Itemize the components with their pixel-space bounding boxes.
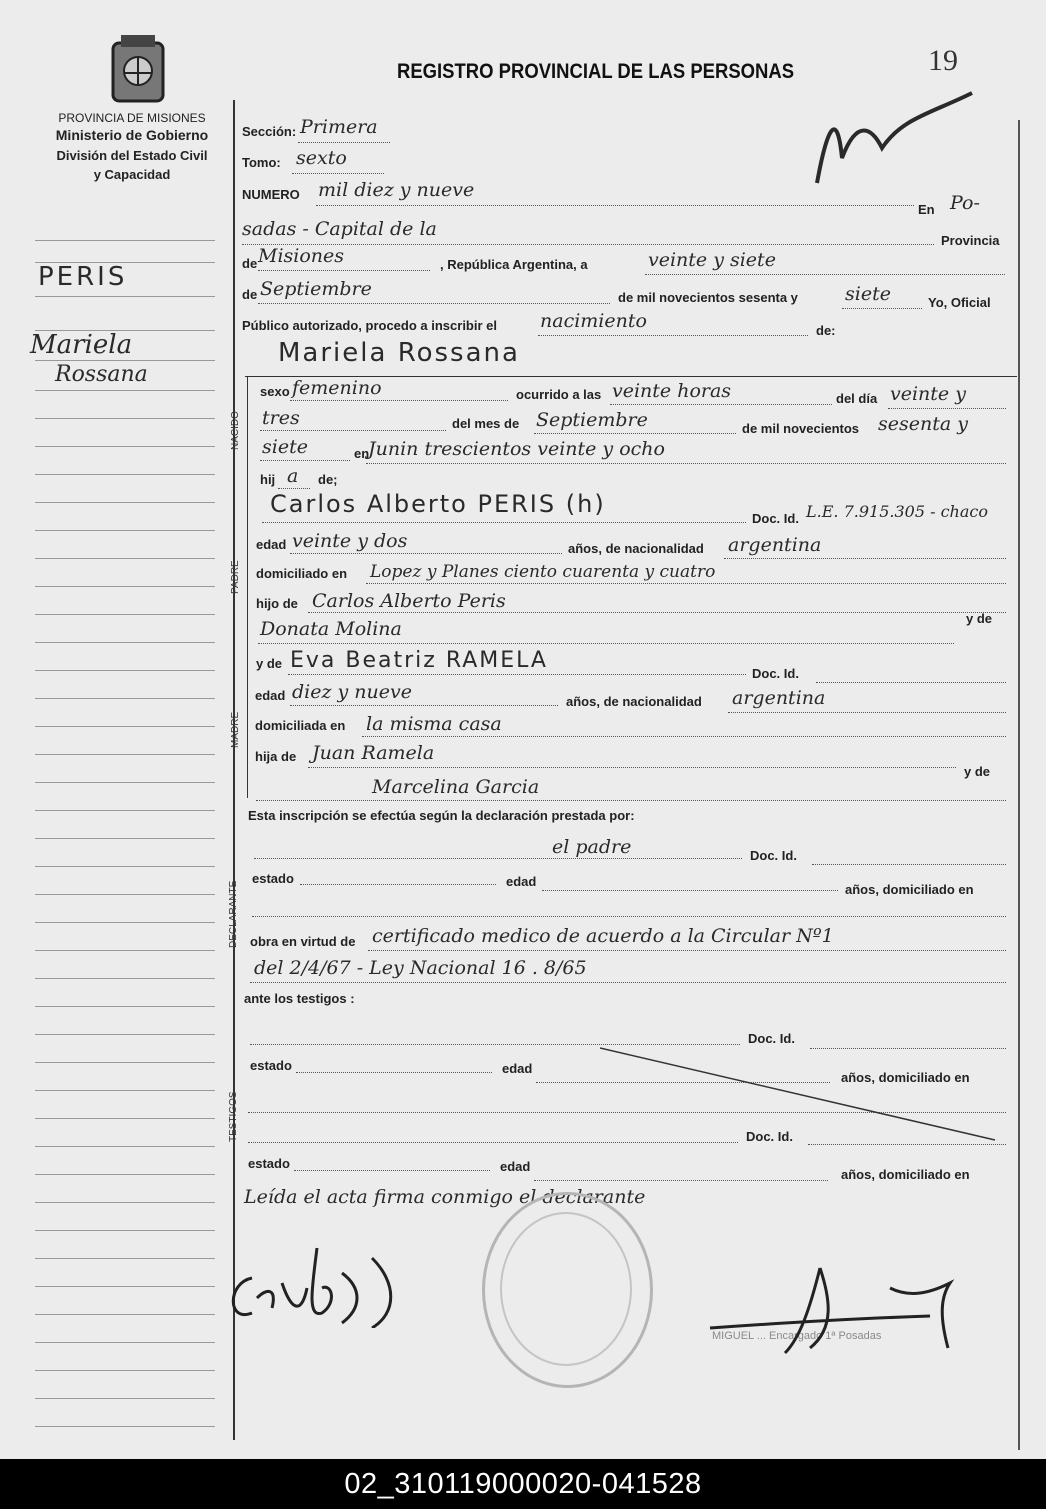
del-mes-label: del mes de bbox=[452, 416, 520, 431]
siete-value: siete bbox=[262, 436, 308, 458]
del-dia-label: del día bbox=[836, 391, 878, 406]
padre-edad-label: edad bbox=[256, 537, 287, 552]
city-line-value: sadas - Capital de la bbox=[242, 218, 437, 240]
margin-given-name-1: Mariela bbox=[30, 330, 133, 360]
declarante-estado-label: estado bbox=[252, 871, 294, 886]
madre-doc-label: Doc. Id. bbox=[752, 666, 799, 681]
tomo-label: Tomo: bbox=[242, 155, 281, 170]
image-id-footer: 02_310119000020-041528 bbox=[0, 1459, 1046, 1509]
province-label: PROVINCIA DE MISIONES bbox=[58, 111, 206, 125]
provincia-label: Provincia bbox=[941, 233, 1000, 248]
padre-domicilio-value: Lopez y Planes ciento cuarenta y cuatro bbox=[370, 562, 716, 582]
margin-given-name-2: Rossana bbox=[55, 362, 148, 387]
de-semicolon-label: de; bbox=[318, 472, 338, 487]
dia-value-2: tres bbox=[262, 407, 300, 429]
division-label: División del Estado Civil bbox=[56, 148, 208, 163]
side-label-declarante: DECLARANTE bbox=[228, 880, 239, 948]
testigo2-estado-label: estado bbox=[248, 1156, 290, 1171]
act-type-value: nacimiento bbox=[540, 310, 647, 332]
de-colon-label: de: bbox=[816, 323, 836, 338]
padre-nacionalidad-value: argentina bbox=[728, 534, 822, 556]
padre-y-de-label: y de bbox=[966, 611, 993, 626]
right-page-edge bbox=[1018, 120, 1020, 1450]
side-label-madre: MADRE bbox=[230, 711, 241, 748]
padre-doc-value: L.E. 7.915.305 - chaco bbox=[806, 502, 988, 521]
en-value: Po- bbox=[950, 192, 980, 214]
madre-edad-label: edad bbox=[255, 688, 286, 703]
leida-text: Leída el acta firma conmigo el declarante bbox=[244, 1186, 646, 1208]
declarant-signature-icon bbox=[222, 1228, 412, 1328]
madre-edad-value: diez y nueve bbox=[292, 681, 413, 703]
hij-label: hij bbox=[260, 472, 276, 487]
official-seal-inner-ring bbox=[500, 1212, 632, 1366]
document-title: REGISTRO PROVINCIAL DE LAS PERSONAS bbox=[397, 60, 795, 83]
obra-value-2: del 2/4/67 - Ley Nacional 16 . 8/65 bbox=[254, 957, 587, 979]
de-mil-label: de mil novecientos sesenta y bbox=[618, 290, 798, 305]
official-signature-icon bbox=[690, 1248, 990, 1358]
declarante-doc-label: Doc. Id. bbox=[750, 848, 797, 863]
testigo2-edad-label: edad bbox=[500, 1159, 531, 1174]
mother-name-value: Eva Beatriz RAMELA bbox=[290, 648, 548, 673]
date-year-value: siete bbox=[845, 283, 891, 305]
side-label-padre: PADRE bbox=[230, 560, 241, 594]
testigo1-estado-label: estado bbox=[250, 1058, 292, 1073]
sexo-value: femenino bbox=[292, 377, 382, 399]
declarante-value: el padre bbox=[552, 836, 632, 858]
margin-surname: PERIS bbox=[38, 262, 128, 292]
de-mil-novecientos-label: de mil novecientos bbox=[742, 421, 860, 436]
numero-value: mil diez y nueve bbox=[318, 179, 475, 201]
padre-doc-label: Doc. Id. bbox=[752, 511, 799, 526]
obra-value: certificado medico de acuerdo a la Circular Nº1 bbox=[372, 925, 834, 947]
declarante-edad-label: edad bbox=[506, 874, 537, 889]
en-label-2: en bbox=[354, 446, 370, 461]
side-label-testigos: TESTIGOS bbox=[228, 1091, 239, 1142]
sexo-label: sexo bbox=[260, 384, 290, 399]
yo-oficial-label: Yo, Oficial bbox=[928, 295, 991, 310]
capacity-label: y Capacidad bbox=[93, 167, 171, 182]
seccion-value: Primera bbox=[300, 116, 378, 138]
padre-hijo-de-value: Carlos Alberto Peris bbox=[312, 590, 506, 612]
madre-domicilio-value: la misma casa bbox=[366, 713, 502, 735]
hora-value: veinte horas bbox=[612, 380, 732, 402]
padre-nacionalidad-label: años, de nacionalidad bbox=[568, 541, 704, 556]
madre-nacionalidad-label: años, de nacionalidad bbox=[566, 694, 702, 709]
folio-number: 19 bbox=[928, 44, 958, 77]
tomo-value: sexto bbox=[296, 147, 347, 169]
date-month-value: Septiembre bbox=[260, 278, 372, 300]
testigo2-domicilio-label: años, domiciliado en bbox=[841, 1167, 970, 1182]
testigo2-doc-label: Doc. Id. bbox=[746, 1129, 793, 1144]
province-value: Misiones bbox=[258, 245, 345, 267]
father-name-value: Carlos Alberto PERIS (h) bbox=[270, 490, 606, 518]
dia-value: veinte y bbox=[890, 383, 966, 405]
padre-hijo-de-label: hijo de bbox=[256, 596, 298, 611]
inner-vertical-rule bbox=[247, 376, 248, 798]
en-label: En bbox=[918, 202, 935, 217]
numero-label: NUMERO bbox=[242, 187, 300, 202]
ante-testigos-label: ante los testigos : bbox=[244, 991, 355, 1006]
madre-y-de-label-2: y de bbox=[964, 764, 991, 779]
registrar-mark-icon bbox=[812, 88, 982, 198]
madre-nacionalidad-value: argentina bbox=[732, 687, 826, 709]
de-label-2: de bbox=[242, 287, 258, 302]
strike-line bbox=[600, 1040, 1000, 1150]
mes-value: Septiembre bbox=[536, 409, 648, 431]
date-day-value: veinte y siete bbox=[648, 249, 776, 271]
madre-hija-de-value: Juan Ramela bbox=[312, 742, 435, 764]
madre-madre-value: Marcelina Garcia bbox=[372, 776, 540, 798]
madre-hija-de-label: hija de bbox=[255, 749, 297, 764]
official-stamp-text: MIGUEL ... Encargado 1ª Posadas bbox=[712, 1330, 882, 1342]
testigo1-doc-label: Doc. Id. bbox=[748, 1031, 795, 1046]
side-label-nacido: NACIDO bbox=[230, 411, 241, 450]
testigo1-domicilio-label: años, domiciliado en bbox=[841, 1070, 970, 1085]
padre-domicilio-label: domiciliado en bbox=[256, 566, 348, 581]
sesenta-value: sesenta y bbox=[878, 413, 968, 435]
padre-madre-value: Donata Molina bbox=[260, 618, 402, 640]
child-name-value: Mariela Rossana bbox=[278, 338, 520, 368]
seccion-label: Sección: bbox=[242, 124, 297, 139]
obra-label: obra en virtud de bbox=[250, 934, 356, 949]
testigo1-edad-label: edad bbox=[502, 1061, 533, 1076]
lugar-value: Junin trescientos veinte y ocho bbox=[368, 438, 665, 460]
declarante-domicilio-label: años, domiciliado en bbox=[845, 882, 974, 897]
publico-label: Público autorizado, procedo a inscribir el bbox=[242, 318, 497, 333]
madre-y-de-label: y de bbox=[256, 656, 283, 671]
madre-domicilio-label: domiciliada en bbox=[255, 718, 346, 733]
ocurrido-label: ocurrido a las bbox=[516, 387, 602, 402]
de-label: de bbox=[242, 256, 258, 271]
hij-suffix-value: a bbox=[287, 465, 299, 487]
padre-edad-value: veinte y dos bbox=[292, 530, 408, 552]
esta-inscripcion-label: Esta inscripción se efectúa según la declaración prestada por: bbox=[248, 808, 635, 823]
republica-label: , República Argentina, a bbox=[440, 257, 588, 272]
ministry-label: Ministerio de Gobierno bbox=[55, 127, 209, 143]
coat-of-arms-icon bbox=[103, 33, 173, 105]
